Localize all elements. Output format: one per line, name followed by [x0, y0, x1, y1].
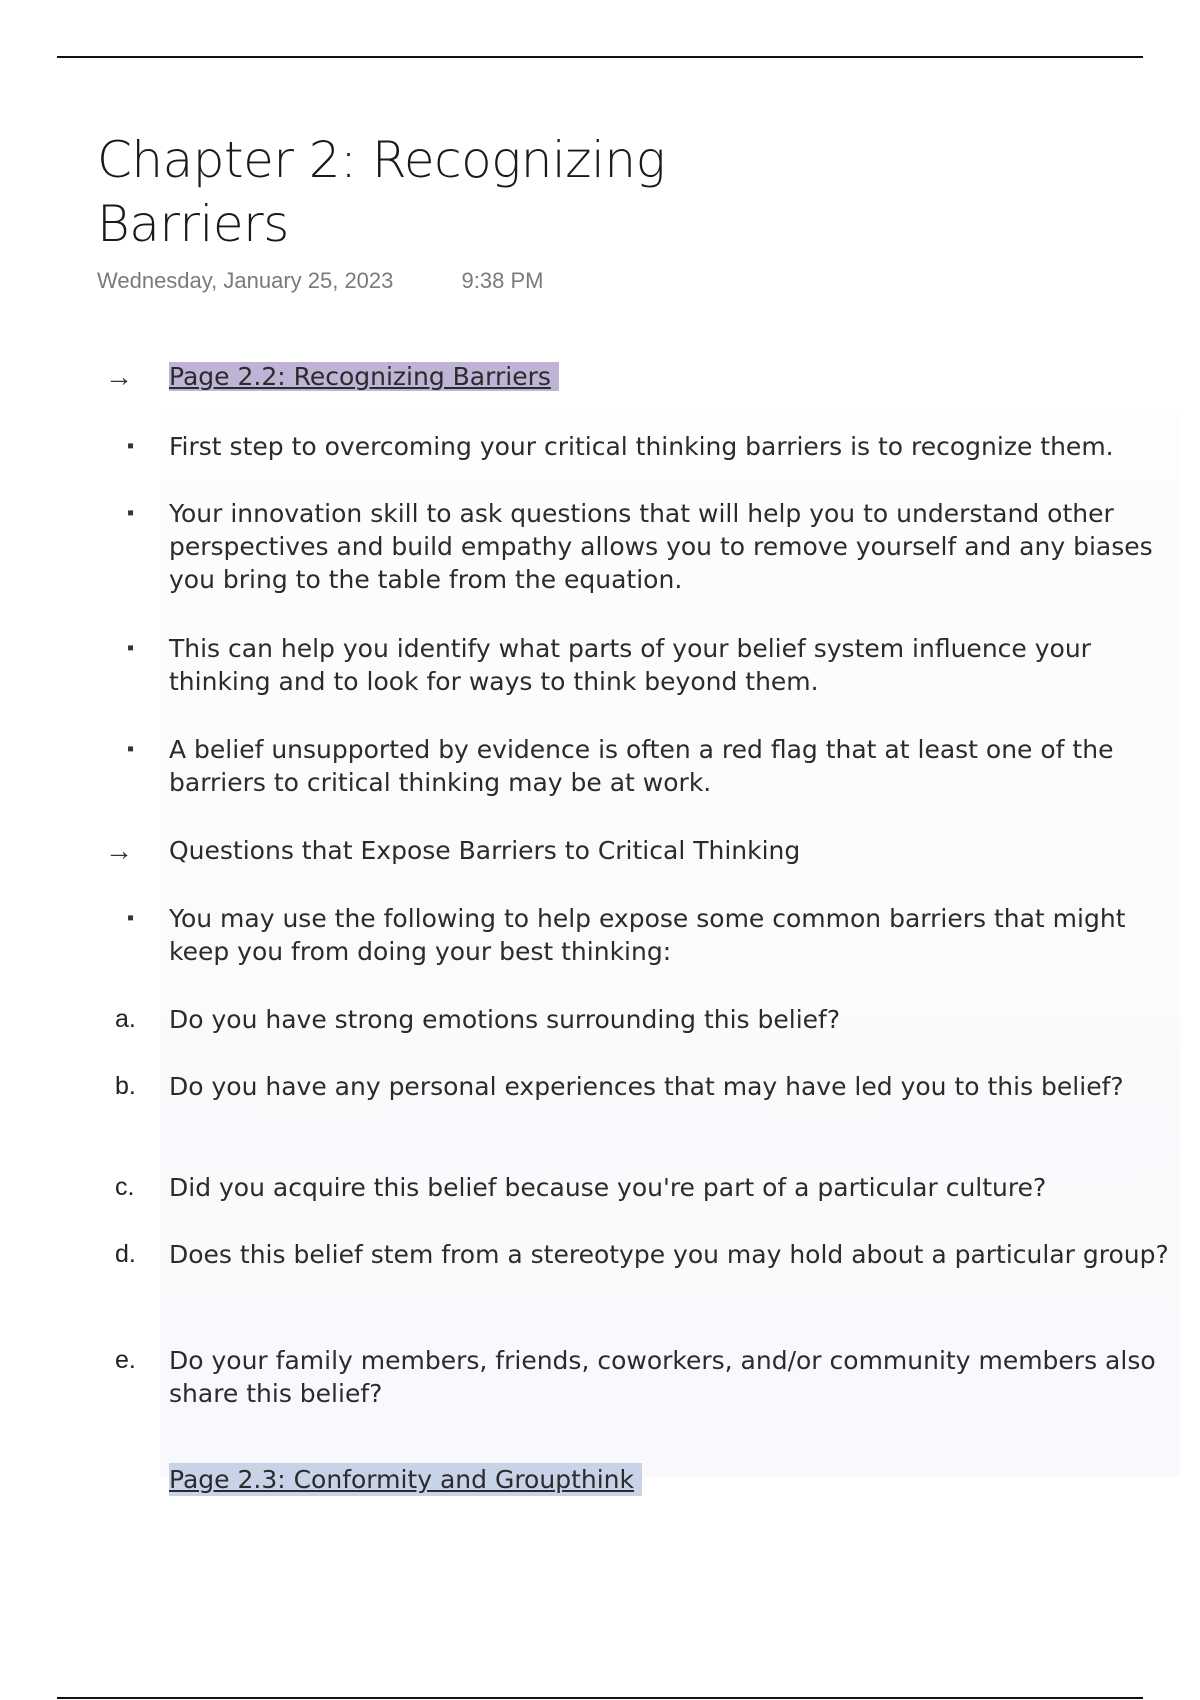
list-letter: d. — [115, 1240, 136, 1268]
page-date: Wednesday, January 25, 2023 — [97, 268, 394, 293]
list-item-text: Do you have strong emotions surrounding this belief? — [169, 1005, 841, 1034]
section-heading-text: Questions that Expose Barriers to Critical Thinking — [169, 836, 801, 865]
list-item-text: You may use the following to help expose some common barriers that might keep you from doing your best thinking: — [169, 904, 1126, 966]
section-heading[interactable] — [97, 360, 1177, 393]
arrow-icon: → — [105, 361, 133, 392]
list-item — [97, 632, 1177, 698]
list-item — [97, 1003, 1177, 1036]
page-link-2-3[interactable]: Page 2.3: Conformity and Groupthink — [169, 1463, 642, 1496]
list-letter: c. — [115, 1173, 135, 1201]
list-item-text: Do your family members, friends, coworkers, and/or community members also share this belief? — [169, 1346, 1156, 1408]
bottom-rule — [57, 1697, 1143, 1699]
list-item — [97, 1344, 1177, 1410]
list-item-text: First step to overcoming your critical thinking barriers is to recognize them. — [169, 432, 1114, 461]
list-item — [97, 733, 1177, 799]
list-item — [97, 430, 1177, 463]
section-heading — [97, 834, 1177, 867]
bullet-icon: ▪ — [127, 637, 135, 659]
list-item — [97, 902, 1177, 968]
page-title: Chapter 2: Recognizing Barriers — [97, 131, 666, 253]
list-item — [97, 497, 1177, 596]
list-letter: b. — [115, 1072, 136, 1100]
bullet-icon: ▪ — [127, 738, 135, 760]
truncated-page-link[interactable] — [169, 1463, 642, 1494]
bullet-icon: ▪ — [127, 435, 135, 457]
list-item-text: A belief unsupported by evidence is often a red flag that at least one of the barriers to critical thinking may be at work. — [169, 735, 1114, 797]
list-item-text: Do you have any personal experiences that may have led you to this belief? — [169, 1072, 1124, 1101]
list-item — [97, 1238, 1177, 1271]
bullet-icon: ▪ — [127, 502, 135, 524]
list-letter: e. — [115, 1346, 136, 1374]
list-item — [97, 1070, 1177, 1103]
arrow-icon: → — [105, 835, 133, 866]
list-item-text: Did you acquire this belief because you're part of a particular culture? — [169, 1173, 1047, 1202]
list-item-text: Your innovation skill to ask questions that will help you to understand other perspectives and build empathy allows you to remove yourself and any biases you bring to the table from the equation. — [169, 499, 1153, 594]
list-letter: a. — [115, 1005, 136, 1033]
page-meta — [97, 268, 543, 294]
bullet-icon: ▪ — [127, 907, 135, 929]
list-item-text: This can help you identify what parts of your belief system influence your thinking and to look for ways to think beyond them. — [169, 634, 1091, 696]
list-item — [97, 1171, 1177, 1204]
page-time: 9:38 PM — [461, 268, 544, 293]
list-item-text: Does this belief stem from a stereotype you may hold about a particular group? — [169, 1240, 1169, 1269]
page-link-2-2[interactable]: Page 2.2: Recognizing Barriers — [169, 362, 559, 391]
top-rule — [57, 56, 1143, 58]
